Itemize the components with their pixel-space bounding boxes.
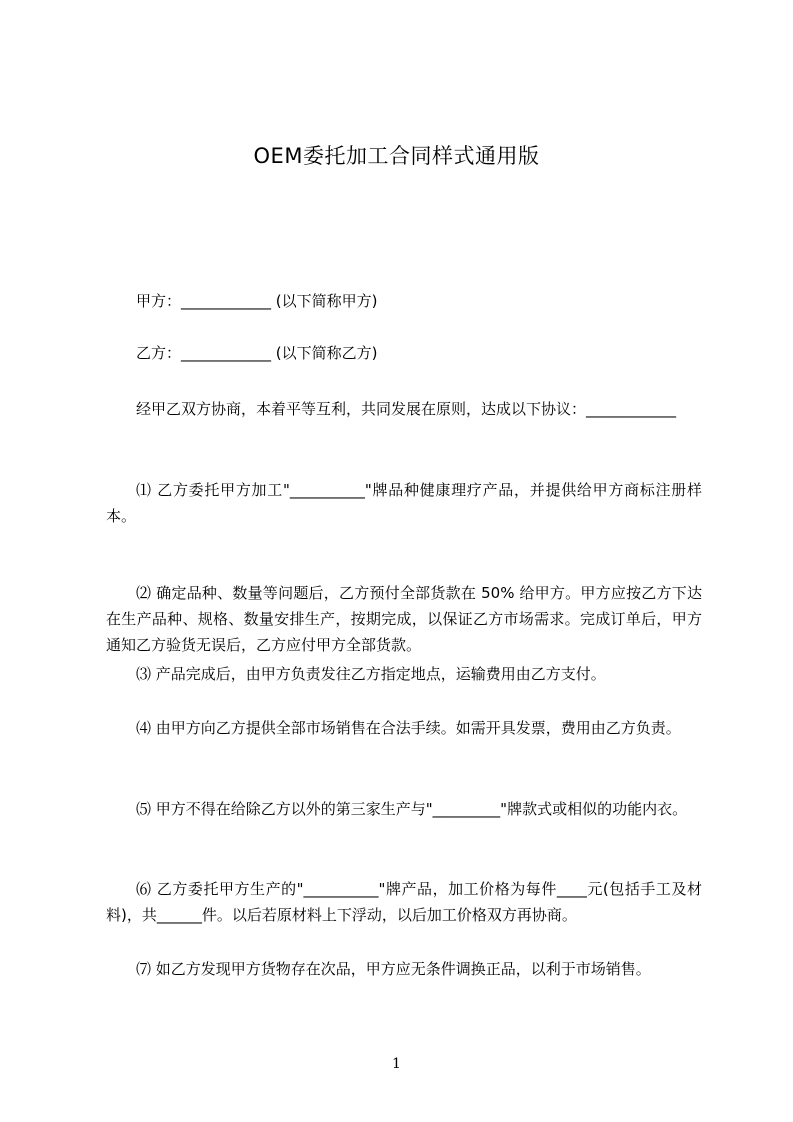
clause-4: ⑷ 由甲方向乙方提供全部市场销售在合法手续。如需开具发票，费用由乙方负责。	[136, 719, 681, 737]
party-a-line: 甲方：____________ (以下简称甲方)	[136, 292, 378, 310]
document-title: OEM委托加工合同样式通用版	[253, 144, 540, 168]
clause-1: ⑴ 乙方委托甲方加工"__________"牌品种健康理疗产品，并提供给甲方商标注册样本。	[106, 481, 702, 525]
clause-5: ⑸ 甲方不得在给除乙方以外的第三家生产与"_________"牌款式或相似的功能内衣。	[136, 800, 688, 818]
party-b-line: 乙方：____________ (以下简称乙方)	[136, 344, 378, 362]
clause-6: ⑹ 乙方委托甲方生产的"__________"牌产品，加工价格为每件____元(包括手工及材料)，共______件。以后若原材料上下浮动，以后加工价格双方再协商。	[106, 880, 702, 924]
page-number: 1	[392, 1056, 401, 1072]
intro-paragraph: 经甲乙双方协商，本着平等互利，共同发展在原则，达成以下协议：____________	[136, 400, 677, 418]
clause-2: ⑵ 确定品种、数量等问题后，乙方预付全部货款在 50% 给甲方。甲方应按乙方下达在生产品种、规格、数量安排生产，按期完成，以保证乙方市场需求。完成订单后，甲方通知乙方验货无误后，乙方应付甲方全部货款。	[106, 584, 702, 654]
clause-7: ⑺ 如乙方发现甲方货物存在次品，甲方应无条件调换正品，以利于市场销售。	[136, 960, 651, 978]
clause-3: ⑶ 产品完成后，由甲方负责发往乙方指定地点，运输费用由乙方支付。	[136, 665, 606, 683]
